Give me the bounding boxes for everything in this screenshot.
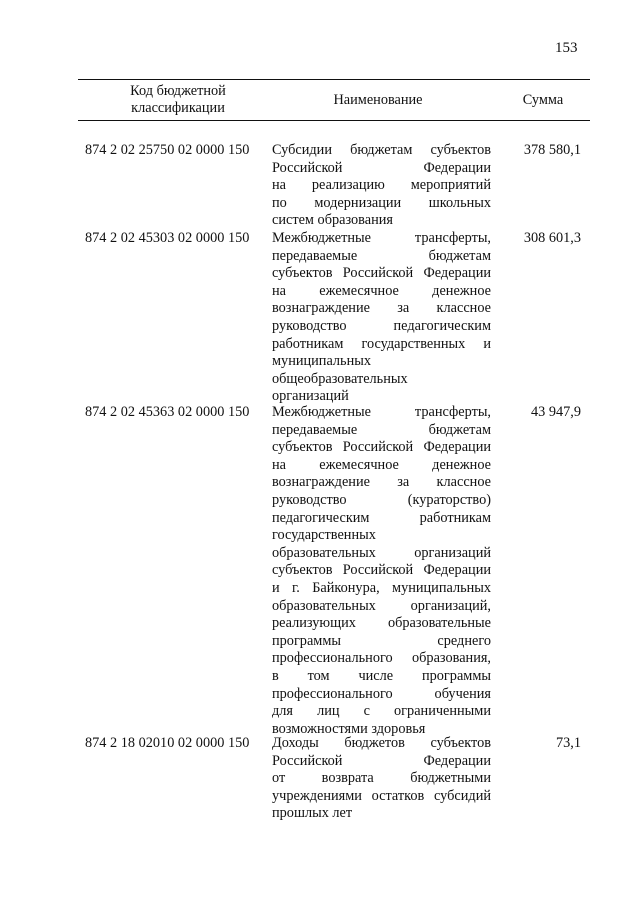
row-name-line: Субсидии бюджетам субъектов <box>272 142 491 158</box>
row-name-line: на ежемесячное денежное <box>272 282 491 299</box>
row-name-line: учреждениями остатков субсидий <box>272 787 491 804</box>
page-number: 153 <box>555 40 578 56</box>
row-name-line: вознаграждение за классное <box>272 300 491 317</box>
row-name-line: прошлых лет <box>272 805 353 822</box>
column-header-code <box>98 83 258 117</box>
row-name-line: субъектов Российской Федерации <box>272 439 491 456</box>
row-name-line: руководство (кураторство) <box>272 491 491 508</box>
row-name-line: общеобразовательных <box>272 370 408 387</box>
row-name-line: систем образования <box>272 212 393 229</box>
row-name-line: Доходы бюджетов субъектов <box>272 735 491 751</box>
row-name-line: программы среднего <box>272 632 491 649</box>
row-name-line: руководство педагогическим <box>272 317 491 334</box>
table-header-bottom-rule <box>78 120 590 121</box>
row-name-line: работникам государственных и <box>272 335 491 352</box>
row-sum: 378 580,1 <box>523 142 581 158</box>
row-name-line: субъектов Российской Федерации <box>272 562 491 579</box>
row-code: 874 2 02 45363 02 0000 150 <box>85 404 250 420</box>
column-header-code-line1: Код бюджетной <box>130 83 226 99</box>
column-header-sum: Сумма <box>522 92 564 108</box>
row-name-line: педагогическим работникам <box>272 509 491 526</box>
row-name-line: передаваемые бюджетам <box>272 247 491 264</box>
row-code: 874 2 02 45303 02 0000 150 <box>85 230 250 246</box>
row-sum: 308 601,3 <box>523 230 581 246</box>
row-code: 874 2 02 25750 02 0000 150 <box>85 142 250 158</box>
row-name-line: и г. Байконура, муниципальных <box>272 579 491 596</box>
row-name-line: от возврата бюджетными <box>272 770 491 787</box>
column-header-name: Наименование <box>333 92 423 108</box>
row-name-line: Российской Федерации <box>272 752 491 769</box>
row-name <box>272 142 491 230</box>
row-name-line: муниципальных <box>272 353 371 370</box>
row-name <box>272 404 491 738</box>
row-name-line: возможностями здоровья <box>272 720 426 737</box>
row-name-line: профессионального обучения <box>272 685 491 702</box>
column-header-code-line2: классификации <box>131 100 225 116</box>
row-name-line: реализующих образовательные <box>272 615 491 632</box>
row-name-line: на ежемесячное денежное <box>272 456 491 473</box>
row-name-line: профессионального образования, <box>272 650 491 667</box>
table-header-top-rule <box>78 79 590 80</box>
row-name <box>272 230 491 406</box>
row-name <box>272 735 491 823</box>
row-name-line: образовательных организаций, <box>272 597 491 614</box>
row-name-line: по модернизации школьных <box>272 194 491 211</box>
row-name-line: образовательных организаций <box>272 544 491 561</box>
row-name-line: вознаграждение за классное <box>272 474 491 491</box>
row-name-line: Межбюджетные трансферты, <box>272 404 491 420</box>
row-name-line: в том числе программы <box>272 667 491 684</box>
row-code: 874 2 18 02010 02 0000 150 <box>85 735 250 751</box>
row-name-line: Межбюджетные трансферты, <box>272 230 491 246</box>
row-name-line: субъектов Российской Федерации <box>272 265 491 282</box>
row-sum: 43 947,9 <box>530 404 581 420</box>
row-name-line: передаваемые бюджетам <box>272 421 491 438</box>
row-name-line: организаций <box>272 388 349 405</box>
row-name-line: для лиц с ограниченными <box>272 703 491 720</box>
row-name-line: государственных <box>272 527 376 544</box>
row-sum: 73,1 <box>555 735 581 751</box>
row-name-line: на реализацию мероприятий <box>272 177 491 194</box>
row-name-line: Российской Федерации <box>272 159 491 176</box>
